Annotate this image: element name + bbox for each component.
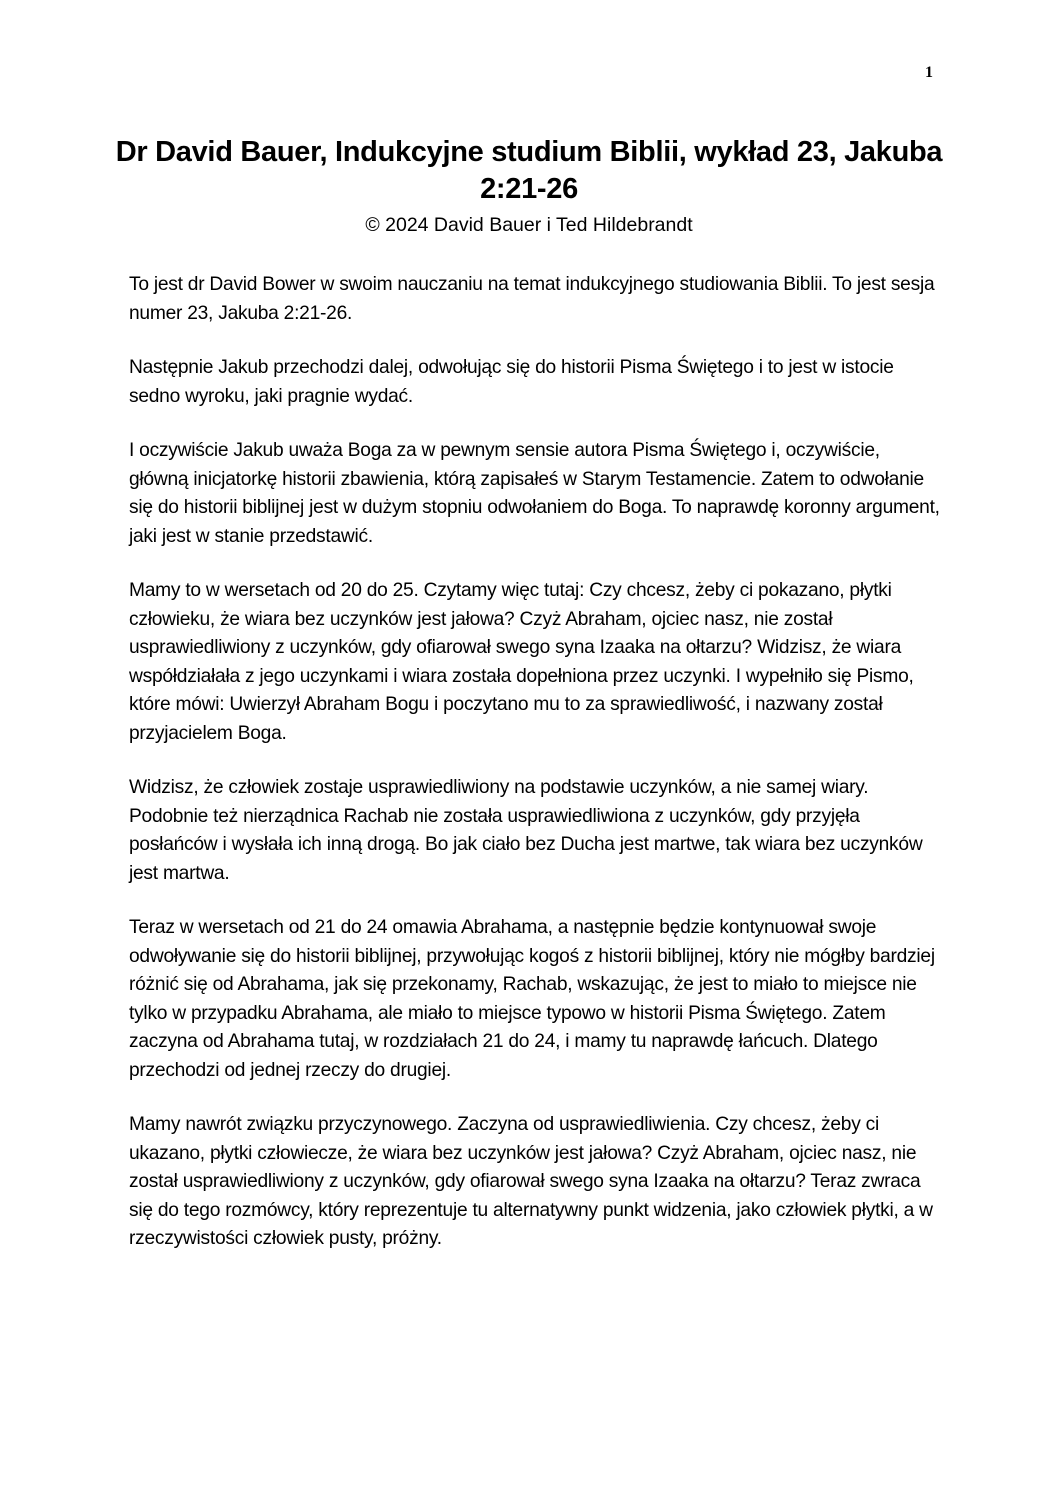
page-number: 1 [925,64,933,81]
paragraph-5: Widzisz, że człowiek zostaje usprawiedliwiony na podstawie uczynków, a nie samej wiary. Podobnie też nierządnica Rachab nie została usprawiedliwiona z uczynków, gdy przyjęła posłańców i wysłała ich inną drogą. Bo jak ciało bez Ducha jest martwe, tak wiara bez uczynków jest martwa. [129,777,923,884]
paragraph-2: Następnie Jakub przechodzi dalej, odwołując się do historii Pisma Świętego i to jest w istocie sedno wyroku, jaki pragnie wydać. [129,357,894,407]
paragraph-6: Teraz w wersetach od 21 do 24 omawia Abrahama, a następnie będzie kontynuował swoje odwoływanie się do historii biblijnej, przywołując kogoś z historii biblijnej, który nie mógłby bardziej różnić się od Abrahama, jak się przekonamy, Rachab, wskazując, że jest to miało to miejsce nie tylko w przypadku Abrahama, ale miało to miejsce typowo w historii Pisma Świętego. Zatem zaczyna od Abrahama tutaj, w rozdziałach 21 do 24, i mamy tu naprawdę łańcuch. Dlatego przechodzi od jednej rzeczy do drugiej. [129,917,935,1081]
paragraph-1: To jest dr David Bower w swoim nauczaniu na temat indukcyjnego studiowania Biblii. To jest sesja numer 23, Jakuba 2:21-26. [129,274,935,324]
document-title: Dr David Bauer, Indukcyjne studium Biblii, wykład 23, Jakuba 2:21-26 [115,136,943,205]
header-block [0,134,1058,238]
copyright-line: © 2024 David Bauer i Ted Hildebrandt [365,214,693,236]
document-body [129,271,944,1280]
paragraph-4: Mamy to w wersetach od 20 do 25. Czytamy więc tutaj: Czy chcesz, żeby ci pokazano, płytki człowieku, że wiara bez uczynków jest jałowa? Czyż Abraham, ojciec nasz, nie został usprawiedliwiony z uczynków, gdy ofiarował swego syna Izaaka na ołtarzu? Widzisz, że wiara współdziałała z jego uczynkami i wiara została dopełniona przez uczynki. I wypełniło się Pismo, które mówi: Uwierzył Abraham Bogu i poczytano mu to za sprawiedliwość, i nazwany został przyjacielem Boga. [129,580,914,744]
paragraph-3: I oczywiście Jakub uważa Boga za w pewnym sensie autora Pisma Świętego i, oczywiście, główną inicjatorkę historii zbawienia, którą zapisałeś w Starym Testamencie. Zatem to odwołanie się do historii biblijnej jest w dużym stopniu odwołaniem do Boga. To naprawdę koronny argument, jaki jest w stanie przedstawić. [129,440,940,547]
paragraph-7: Mamy nawrót związku przyczynowego. Zaczyna od usprawiedliwienia. Czy chcesz, żeby ci ukazano, płytki człowiecze, że wiara bez uczynków jest jałowa? Czyż Abraham, ojciec nasz, nie został usprawiedliwiony z uczynków, gdy ofiarował swego syna Izaaka na ołtarzu? Teraz zwraca się do tego rozmówcy, który reprezentuje tu alternatywny punkt widzenia, jako człowiek płytki, a w rzeczywistości człowiek pusty, próżny. [129,1114,933,1249]
